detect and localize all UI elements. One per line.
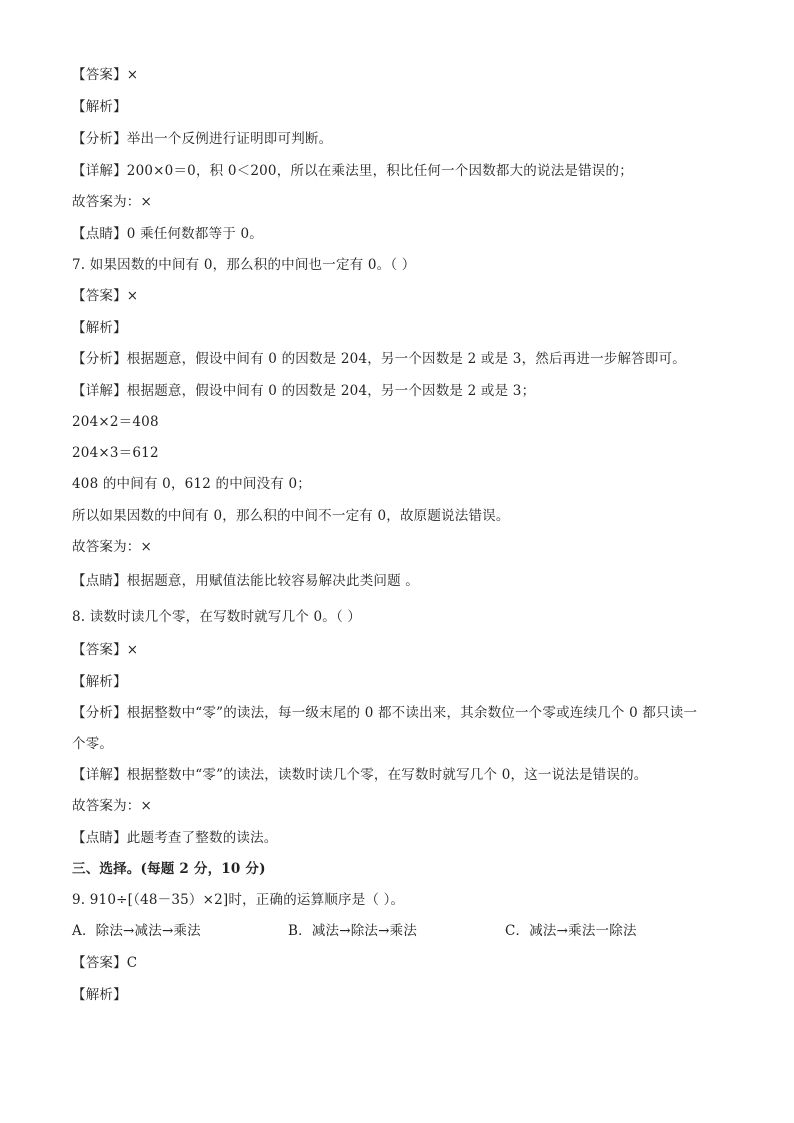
option-c: C．减法→乘法一除法	[505, 923, 637, 939]
analysis-line: 【分析】举出一个反例进行证明即可判断。	[72, 131, 333, 147]
conclusion-line: 故答案为：×	[72, 539, 153, 555]
question-7: 7. 如果因数的中间有 0，那么积的中间也一定有 0。（ ）	[72, 257, 416, 273]
detail-line: 【详解】根据题意，假设中间有 0 的因数是 204，另一个因数是 2 或是 3；	[72, 383, 536, 399]
section-heading: 三、选择。(每题 2 分，10 分)	[72, 861, 266, 877]
detail-line: 【详解】根据整数中“零”的读法，读数时读几个零，在写数时就写几个 0，这一说法是错误的。	[72, 767, 648, 783]
comment-line: 【点睛】此题考查了整数的读法。	[72, 830, 278, 846]
answer-line: 【答案】×	[72, 67, 139, 83]
detail-line: 【详解】200×0＝0，积 0＜200，所以在乘法里，积比任何一个因数都大的说法是错误的；	[72, 163, 633, 179]
analysis-heading: 【解析】	[72, 320, 127, 336]
question-9: 9. 910÷[（48－35）×2]时，正确的运算顺序是（ ）。	[72, 892, 405, 908]
answer-line: 【答案】×	[72, 642, 139, 658]
conclusion-line: 故答案为：×	[72, 798, 153, 814]
analysis-heading: 【解析】	[72, 674, 127, 690]
option-a: A．除法→减法→乘法	[72, 923, 201, 939]
comment-line: 【点睛】根据题意，用赋值法能比较容易解决此类问题 。	[72, 573, 419, 589]
analysis-heading: 【解析】	[72, 99, 127, 115]
answer-line: 【答案】C	[72, 955, 138, 971]
detail-line: 408 的中间有 0，612 的中间没有 0；	[72, 476, 311, 492]
comment-line: 【点睛】0 乘任何数都等于 0。	[72, 226, 263, 242]
detail-line: 所以如果因数的中间有 0，那么积的中间不一定有 0，故原题说法错误。	[72, 508, 510, 524]
option-b: B．减法→除法→乘法	[288, 923, 418, 939]
analysis-line-continued: 个零。	[72, 736, 114, 752]
calculation-line: 204×2＝408	[72, 414, 159, 430]
calculation-line: 204×3＝612	[72, 445, 159, 461]
answer-line: 【答案】×	[72, 288, 139, 304]
analysis-line: 【分析】根据整数中“零”的读法，每一级末尾的 0 都不读出来，其余数位一个零或连续几个 0 都只读一	[72, 705, 698, 721]
question-8: 8. 读数时读几个零，在写数时就写几个 0。（ ）	[72, 609, 362, 625]
conclusion-line: 故答案为：×	[72, 194, 153, 210]
analysis-line: 【分析】根据题意，假设中间有 0 的因数是 204，另一个因数是 2 或是 3，然后再进一步解答即可。	[72, 351, 686, 367]
analysis-heading: 【解析】	[72, 987, 127, 1003]
